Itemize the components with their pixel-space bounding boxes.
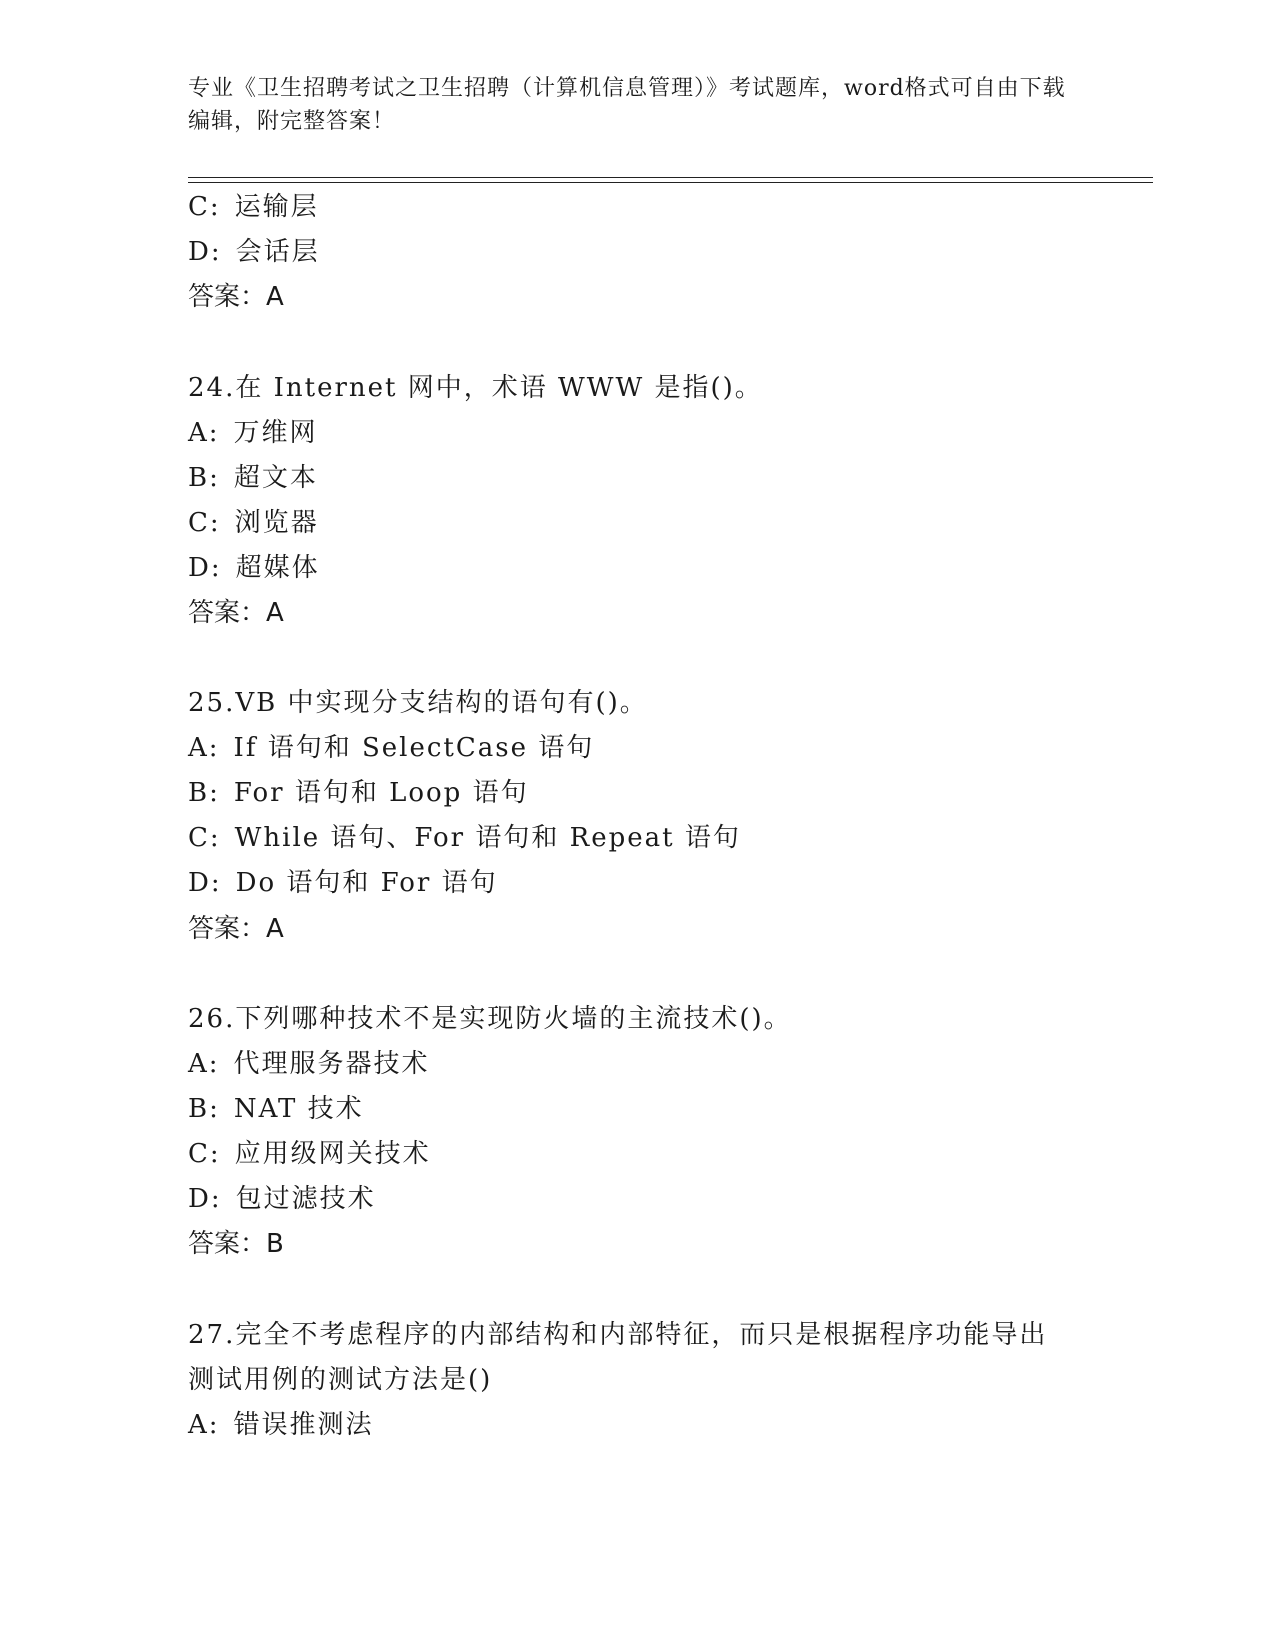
answer: 答案：A — [188, 282, 284, 312]
option-d: D: 超媒体 — [188, 553, 320, 583]
header-rule-bottom — [188, 182, 1153, 183]
question-stem: 26.下列哪种技术不是实现防火墙的主流技术()。 — [188, 1004, 792, 1034]
option-a: A: 代理服务器技术 — [188, 1049, 430, 1079]
question-stem: 24.在 Internet 网中，术语 WWW 是指()。 — [188, 373, 763, 403]
header-rule-top — [188, 177, 1153, 178]
option-b: B: For 语句和 Loop 语句 — [188, 778, 529, 808]
option-c: C: While 语句、For 语句和 Repeat 语句 — [188, 823, 741, 853]
answer: 答案：A — [188, 914, 284, 944]
option-c: C: 运输层 — [188, 192, 319, 222]
option-a: A: 错误推测法 — [188, 1410, 374, 1440]
document-header: 专业《卫生招聘考试之卫生招聘（计算机信息管理）》考试题库，word格式可自由下载编辑，附完整答案！ — [188, 76, 1066, 134]
option-c: C: 浏览器 — [188, 508, 319, 538]
option-d: D: 包过滤技术 — [188, 1184, 376, 1214]
option-d: D: 会话层 — [188, 237, 320, 267]
option-b: B: NAT 技术 — [188, 1094, 364, 1124]
option-d: D: Do 语句和 For 语句 — [188, 868, 498, 898]
answer: 答案：B — [188, 1229, 284, 1259]
option-c: C: 应用级网关技术 — [188, 1139, 431, 1169]
question-stem-continued: 测试用例的测试方法是() — [188, 1365, 493, 1395]
option-a: A: 万维网 — [188, 418, 318, 448]
question-stem: 25.VB 中实现分支结构的语句有()。 — [188, 688, 648, 718]
question-stem: 27.完全不考虑程序的内部结构和内部特征，而只是根据程序功能导出 — [188, 1320, 1048, 1350]
answer: 答案：A — [188, 598, 284, 628]
option-a: A: If 语句和 SelectCase 语句 — [188, 733, 595, 763]
option-b: B: 超文本 — [188, 463, 318, 493]
